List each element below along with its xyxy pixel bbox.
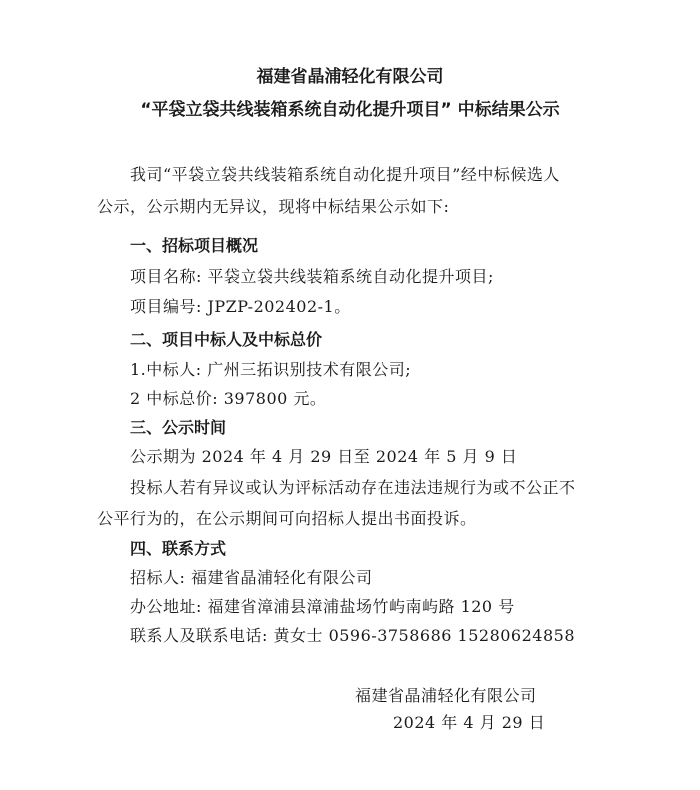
section-heading-winner: 二、项目中标人及中标总价: [130, 330, 323, 349]
winner-line: 1.中标人: 广州三拓识别技术有限公司;: [130, 360, 412, 379]
signature-date: 2024 年 4 月 29 日: [393, 713, 546, 732]
project-title: “平袋立袋共线装箱系统自动化提升项目” 中标结果公示: [140, 100, 560, 120]
objection-line-2: 公平行为的，在公示期间可向招标人提出书面投诉。: [97, 509, 477, 528]
tenderer-line: 招标人: 福建省晶浦轻化有限公司: [130, 568, 373, 587]
project-number-line: 项目编号: JPZP-202402-1。: [130, 297, 351, 316]
section-heading-period: 三、公示时间: [130, 418, 227, 437]
intro-line-2: 公示，公示期内无异议，现将中标结果公示如下:: [97, 197, 450, 216]
objection-line-1: 投标人若有异议或认为评标活动存在违法违规行为或不公正不: [130, 478, 576, 497]
address-line: 办公地址: 福建省漳浦县漳浦盐场竹屿南屿路 120 号: [130, 597, 515, 616]
total-price-line: 2 中标总价: 397800 元。: [130, 389, 327, 408]
contact-line: 联系人及联系电话: 黄女士 0596-3758686 15280624858: [130, 626, 576, 645]
intro-line-1: 我司“平袋立袋共线装箱系统自动化提升项目”经中标候选人: [130, 165, 560, 184]
project-name-line: 项目名称: 平袋立袋共线装箱系统自动化提升项目;: [130, 267, 494, 286]
section-heading-contact: 四、联系方式: [130, 539, 227, 558]
company-title: 福建省晶浦轻化有限公司: [256, 67, 444, 87]
signature-company: 福建省晶浦轻化有限公司: [355, 686, 537, 705]
section-heading-overview: 一、招标项目概况: [130, 236, 259, 255]
period-line: 公示期为 2024 年 4 月 29 日至 2024 年 5 月 9 日: [130, 447, 518, 466]
